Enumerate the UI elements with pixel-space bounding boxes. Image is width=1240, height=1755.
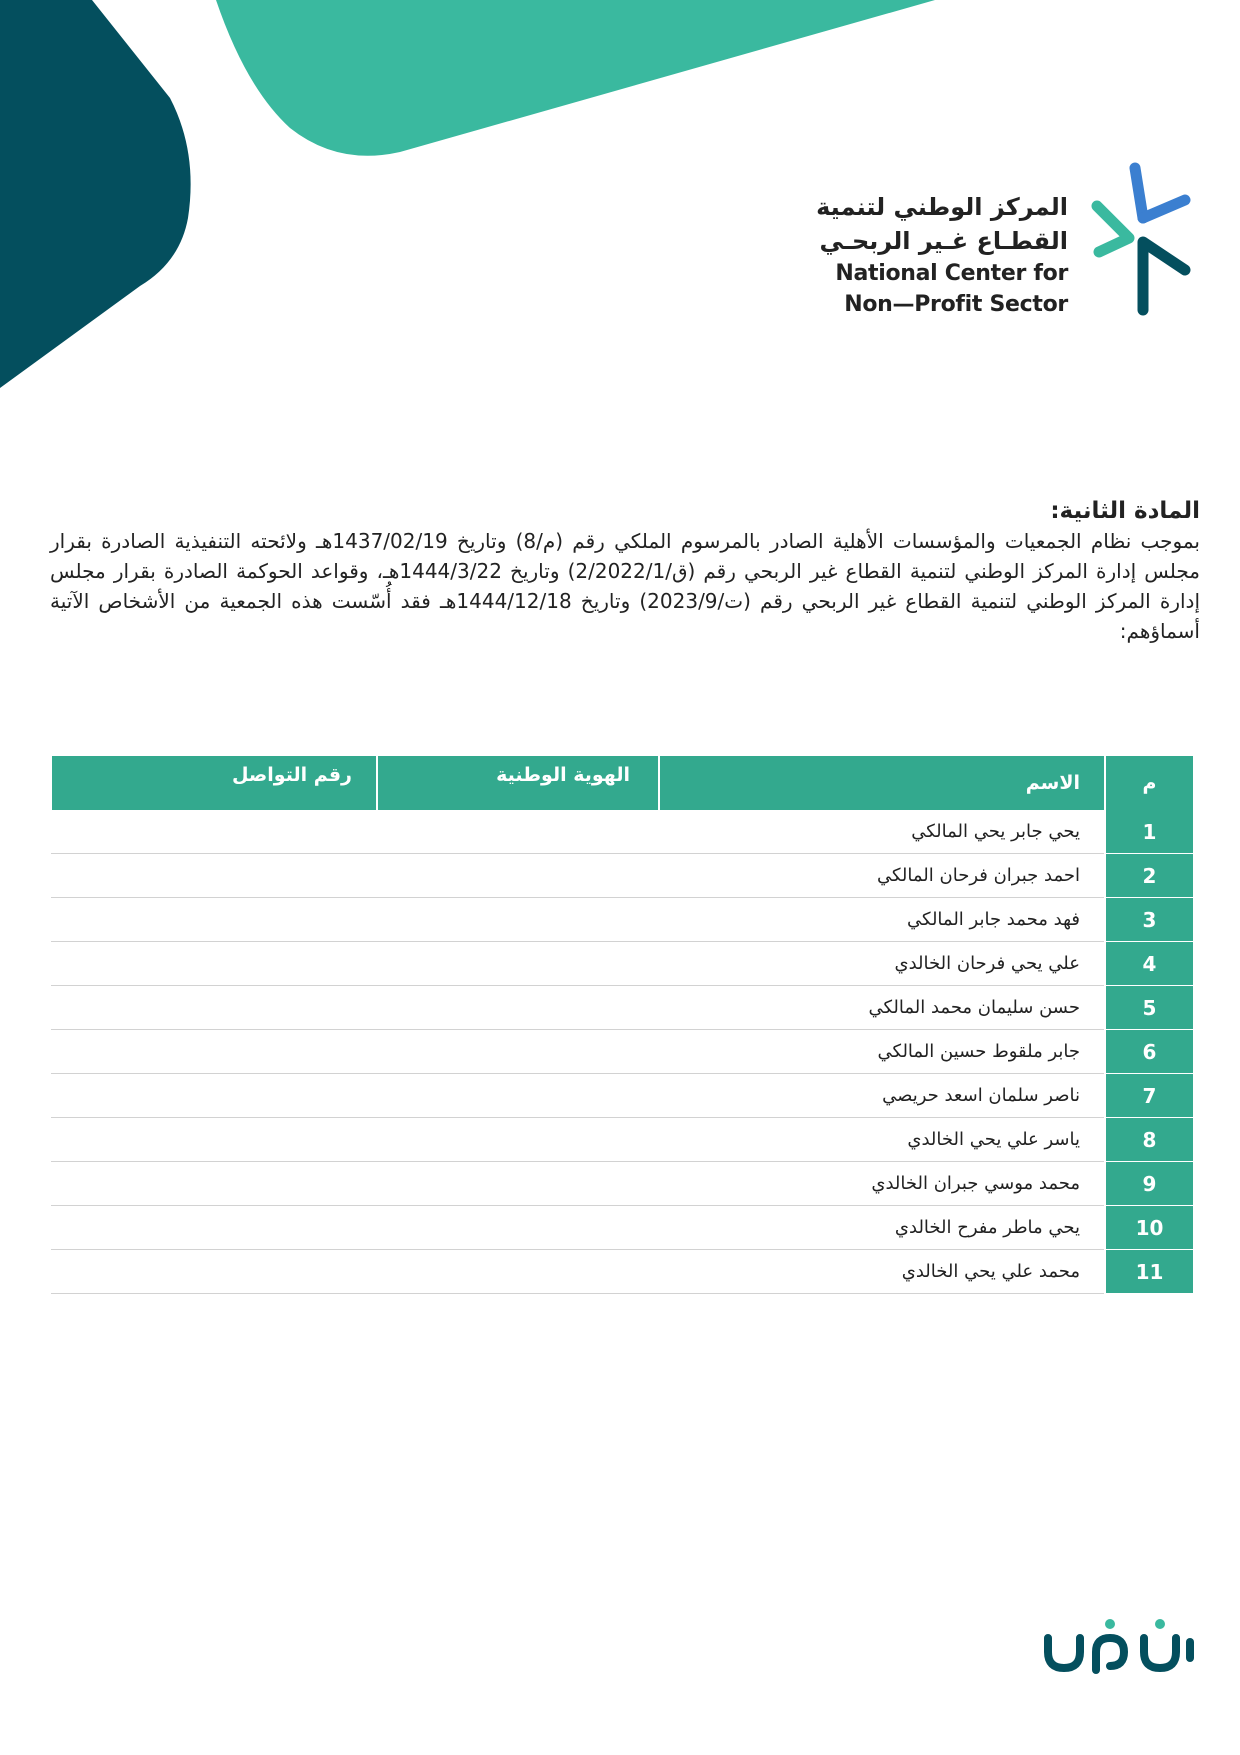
table-row [51, 898, 1193, 942]
table-header-row [51, 756, 1193, 810]
header-national-id-label: الهوية الوطنية [496, 764, 630, 786]
table-row [51, 1206, 1193, 1250]
row-num: 8 [1105, 1118, 1193, 1162]
ncnp-logo-icon [1085, 160, 1195, 320]
table-body [51, 810, 1193, 1294]
row-national-id [377, 898, 659, 942]
article-title: المادة الثانية: [1050, 498, 1200, 524]
row-national-id [377, 1162, 659, 1206]
row-national-id [377, 1118, 659, 1162]
row-national-id [377, 1250, 659, 1294]
row-phone [51, 854, 377, 898]
row-name: محمد علي يحي الخالدي [659, 1250, 1105, 1294]
header-phone-label: رقم التواصل [231, 764, 352, 786]
row-national-id [377, 1030, 659, 1074]
row-name: يحي ماطر مفرح الخالدي [659, 1206, 1105, 1250]
row-national-id [377, 854, 659, 898]
row-num: 5 [1105, 986, 1193, 1030]
org-name-ar-line2: القطـاع غـير الربحـي [819, 227, 1068, 255]
row-name: حسن سليمان محمد المالكي [659, 986, 1105, 1030]
row-num: 2 [1105, 854, 1193, 898]
row-national-id [377, 1074, 659, 1118]
header-phone [51, 756, 377, 810]
row-name: ناصر سلمان اسعد حريصي [659, 1074, 1105, 1118]
teal-dark-shape [0, 0, 191, 388]
table-row [51, 942, 1193, 986]
row-national-id [377, 942, 659, 986]
row-phone [51, 986, 377, 1030]
row-phone [51, 942, 377, 986]
row-num: 6 [1105, 1030, 1193, 1074]
row-name: علي يحي فرحان الخالدي [659, 942, 1105, 986]
row-phone [51, 1162, 377, 1206]
org-name-ar-line1: المركز الوطني لتنمية [816, 193, 1068, 221]
row-name: يحي جابر يحي المالكي [659, 810, 1105, 854]
row-name: جابر ملقوط حسين المالكي [659, 1030, 1105, 1074]
noon-wordmark-icon [1040, 1618, 1200, 1678]
table-row [51, 810, 1193, 854]
table-row [51, 1030, 1193, 1074]
row-num: 11 [1105, 1250, 1193, 1294]
article-body: بموجب نظام الجمعيات والمؤسسات الأهلية الصادر بالمرسوم الملكي رقم (م/8) وتاريخ 1437/02/19هـ ولائحته التنفيذية الصادرة بقرار مجلس إدارة المركز الوطني لتنمية القطاع غير الربحي رقم (ق/2/2022/1) وتاريخ 1444/3/22هـ، وقواعد الحوكمة الصادرة بقرار مجلس إدارة المركز الوطني لتنمية القطاع غير الربحي رقم (ت/2023/9) وتاريخ 1444/12/18هـ فقد أُسّست هذه الجمعية من الأشخاص الآتية أسماؤهم: [50, 529, 1201, 643]
row-phone [51, 898, 377, 942]
org-name-en-line2: Non—Profit Sector [844, 292, 1068, 317]
table-row [51, 1162, 1193, 1206]
row-num: 3 [1105, 898, 1193, 942]
row-phone [51, 1206, 377, 1250]
table-row [51, 854, 1193, 898]
row-national-id [377, 986, 659, 1030]
row-phone [51, 810, 377, 854]
row-name: احمد جبران فرحان المالكي [659, 854, 1105, 898]
row-name: فهد محمد جابر المالكي [659, 898, 1105, 942]
row-num: 7 [1105, 1074, 1193, 1118]
row-num: 1 [1105, 810, 1193, 854]
founders-table [50, 756, 1193, 1294]
row-phone [51, 1030, 377, 1074]
row-phone [51, 1250, 377, 1294]
row-num: 10 [1105, 1206, 1193, 1250]
org-name-en-line1: National Center for [835, 261, 1068, 286]
table-row [51, 1074, 1193, 1118]
org-name-block [800, 190, 1068, 320]
row-name: ياسر علي يحي الخالدي [659, 1118, 1105, 1162]
header-national-id [377, 756, 659, 810]
table-row [51, 1118, 1193, 1162]
row-num: 4 [1105, 942, 1193, 986]
table-row [51, 1250, 1193, 1294]
row-phone [51, 1074, 377, 1118]
row-phone [51, 1118, 377, 1162]
row-national-id [377, 1206, 659, 1250]
row-num: 9 [1105, 1162, 1193, 1206]
header-num: م [1105, 756, 1193, 810]
header-name: الاسم [659, 756, 1105, 810]
row-name: محمد موسي جبران الخالدي [659, 1162, 1105, 1206]
table-row [51, 986, 1193, 1030]
row-national-id [377, 810, 659, 854]
teal-light-shape [216, 0, 935, 156]
